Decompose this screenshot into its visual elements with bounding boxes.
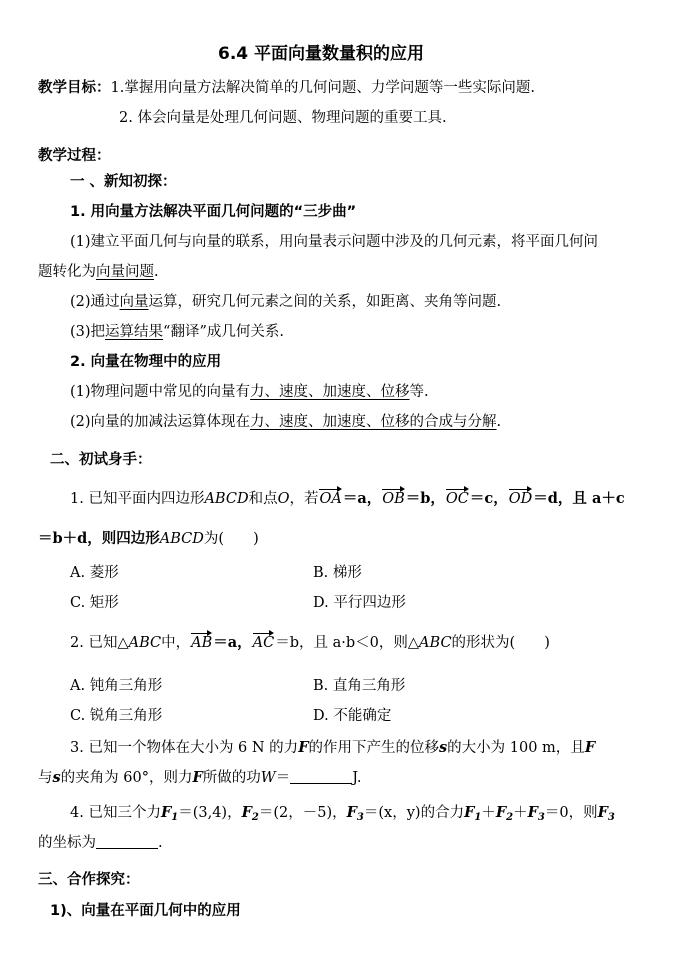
q1-abcd: ABCD: [204, 491, 249, 507]
q4-line1-b: ＝(3,4)，: [178, 805, 242, 821]
objective-1: 1.掌握用向量方法解决简单的几何问题、力学问题等一些实际问题.: [110, 80, 535, 96]
section1-heading: 一 、新知初探：: [70, 174, 177, 190]
q3-answer-blank[interactable]: [290, 769, 352, 784]
q1-text-b: 和点: [248, 491, 278, 507]
section3-sub1: 1)、向量在平面几何中的应用: [50, 903, 241, 919]
step1-line2: [38, 262, 159, 282]
q2-eq-b: ＝b，且 a·b＜0，则△: [275, 635, 420, 651]
step2-text-a: (2)通过: [70, 294, 120, 310]
step1-line1: (1)建立平面几何与向量的联系，用向量表示问题中涉及的几何元素，将平面几何问: [70, 234, 599, 250]
q3-line2-a: 与: [38, 770, 53, 786]
vector-od: OD: [508, 491, 533, 507]
q2-abc-1: ABC: [128, 635, 162, 651]
q4-f3-b: $F_3$: [597, 804, 615, 823]
question-3-line-2: [38, 768, 361, 788]
three-steps-heading: 1. 用向量方法解决平面几何问题的“三步曲”: [70, 204, 357, 220]
q2-eq-a: ＝a，: [213, 634, 252, 651]
section2-heading: 二、初试身手：: [50, 452, 152, 468]
q3-line1-b: 的作用下产生的位移: [308, 740, 439, 756]
objective-2: 2. 体会向量是处理几何问题、物理问题的重要工具.: [119, 110, 447, 126]
q4-line2-b: .: [158, 835, 163, 851]
q1-line2-abcd: ABCD: [159, 531, 204, 547]
vector-ab: AB: [191, 635, 213, 651]
vector-ac: AC: [252, 635, 275, 651]
q4-line1-d: ＝(x，y)的合力: [363, 805, 465, 821]
process-label: 教学过程：: [38, 148, 111, 164]
question-4-line-2: [38, 833, 163, 853]
question-1-line-2: [38, 529, 259, 549]
step1-vector-problem: 向量问题: [96, 264, 154, 280]
q4-f2: $F_2$: [241, 804, 259, 823]
step3: [70, 322, 284, 342]
physics-1: [70, 382, 429, 402]
step1-line2-text: 题转化为: [38, 264, 96, 280]
q3-force-2: F: [584, 739, 596, 756]
q3-line2-d: ＝: [275, 770, 291, 786]
q3-displacement-1: s: [438, 739, 448, 756]
physics-1-c: 等.: [409, 384, 429, 400]
step2-text-c: 运算，研究几何元素之间的关系，如距离、夹角等问题.: [148, 294, 502, 310]
vector-oc: OC: [445, 491, 469, 507]
section3-heading: 三、合作探究：: [38, 872, 140, 888]
step3-text-a: (3)把: [70, 324, 106, 340]
q4-line1-a: 4. 已知三个力: [70, 805, 161, 821]
q2-option-b: B. 直角三角形: [313, 678, 406, 694]
step2: [70, 292, 501, 312]
q2-option-c: C. 锐角三角形: [70, 708, 163, 724]
q1-text-c: ，若: [289, 491, 319, 507]
q3-line2-b: 的夹角为 60°，则力: [60, 770, 193, 786]
physics-2: [70, 412, 501, 432]
question-1-line-1: [70, 489, 625, 509]
question-3-line-1: [70, 738, 595, 758]
q4-line1-c: ＝(2，－5)，: [258, 805, 347, 821]
q1-eq-c: ＝c，: [469, 490, 508, 507]
q1-eq-d: ＝d，且 a＋c: [533, 490, 625, 507]
q3-line2-e: J.: [352, 770, 362, 786]
q4-sum-f3: $F_3$: [527, 804, 545, 823]
q2-option-d: D. 不能确定: [313, 708, 392, 724]
physics-2-c: .: [496, 414, 502, 430]
q4-line2-a: 的坐标为: [38, 835, 96, 851]
q2-text-a: 2. 已知△: [70, 635, 129, 651]
physics-1-a: (1)物理问题中常见的向量有: [70, 384, 251, 400]
q1-text-a: 1. 已知平面内四边形: [70, 491, 205, 507]
physics-2-a: (2)向量的加减法运算体现在: [70, 414, 251, 430]
step1-line2-end: .: [154, 264, 159, 280]
q1-option-c: C. 矩形: [70, 595, 119, 611]
q4-answer-blank[interactable]: [96, 834, 158, 849]
physics-2-underlined: 力、速度、加速度、位移的合成与分解: [250, 414, 497, 430]
q3-force-1: F: [298, 739, 309, 756]
q1-o: O: [277, 491, 290, 507]
q4-f3: $F_3$: [346, 804, 364, 823]
physics-1-underlined: 力、速度、加速度、位移: [250, 384, 410, 400]
step2-underlined: 向量: [119, 294, 149, 310]
objectives-label: 教学目标：: [38, 80, 111, 96]
objectives-line-1: [38, 78, 535, 98]
q4-line1-e: ＝0，则: [544, 805, 598, 821]
q4-sum-f2: $F_2$: [495, 804, 514, 823]
q3-line1-c: 的大小为 100 m，且: [447, 740, 585, 756]
vector-oa: OA: [319, 491, 342, 507]
q1-option-b: B. 梯形: [313, 565, 362, 581]
q3-force-3: F: [192, 769, 203, 786]
q3-line2-c: 所做的功: [202, 770, 261, 786]
q2-text-c: 的形状为( ): [451, 635, 550, 651]
physics-heading: 2. 向量在物理中的应用: [70, 354, 222, 370]
q3-work: W: [260, 770, 276, 786]
q1-line2-a: ＝b＋d，则四边形: [38, 530, 160, 547]
q1-option-d: D. 平行四边形: [313, 595, 406, 611]
q4-sum: $F_1$: [464, 804, 482, 823]
q1-eq-b: ＝b，: [405, 490, 445, 507]
q1-line2-c: 为( ): [203, 531, 259, 547]
q3-displacement-2: s: [52, 769, 61, 786]
q2-text-b: 中，: [161, 635, 191, 651]
q2-abc-2: ABC: [419, 635, 452, 651]
q3-line1-a: 3. 已知一个物体在大小为 6 N 的力: [70, 740, 299, 756]
page-title: 6.4 平面向量数量积的应用: [218, 44, 425, 64]
step3-underlined: 运算结果: [105, 324, 164, 340]
question-4-line-1: 4. 已知三个力$F_1=(3,4)$，$F_2=(2$，－5)，$F_3=(x$，y)的合力$F_1+F_2+F_3=0$，则$F_3$: [70, 804, 615, 823]
q1-eq-a: ＝a，: [342, 490, 382, 507]
step3-text-c: “翻译”成几何关系.: [163, 324, 284, 340]
question-2-line: [70, 633, 550, 653]
q1-option-a: A. 菱形: [70, 565, 119, 581]
q4-f1: $F_1$: [160, 804, 179, 823]
vector-ob: OB: [382, 491, 405, 507]
q2-option-a: A. 钝角三角形: [70, 678, 163, 694]
